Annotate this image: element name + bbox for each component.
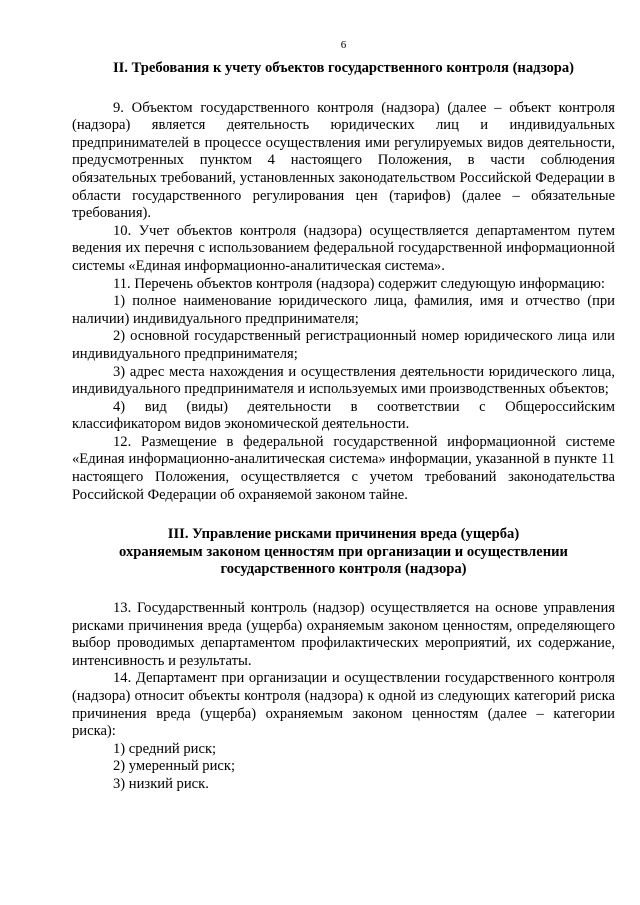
paragraph-10: 10. Учет объектов контроля (надзора) осуществляется департаментом путем ведения их перечня с использованием федеральной государственной информационной системы «Единая информационно-аналитическая система». <box>72 222 615 274</box>
document-page <box>72 0 615 794</box>
paragraph-14: 14. Департамент при организации и осуществлении государственного контроля (надзора) относит объекты контроля (надзора) к одной из следующих категорий риска причинения вреда (ущерба) охраняемым законом ценностям (далее – категории риска): <box>72 670 615 740</box>
section-2-heading: II. Требования к учету объектов государственного контроля (надзора) <box>112 60 575 76</box>
paragraph-9: 9. Объектом государственного контроля (надзора) (далее – объект контроля (надзора) является деятельность юридических лиц и индивидуальных предпринимателей в процессе осуществления ими регулируемых видов деятельности, предусмотренных пунктом 4 настоящего Положения, в части соблюдения обязательных требований, установленных законодательством Российской Федерации в области государственного регулирования цен (тарифов) (далее – обязательные требования). <box>72 99 615 222</box>
paragraph-11: 11. Перечень объектов контроля (надзора) содержит следующую информацию: <box>113 275 605 292</box>
paragraph-13: 13. Государственный контроль (надзор) осуществляется на основе управления рисками причинения вреда (ущерба) охраняемым законом ценностям, определяющего выбор проводимых департаментом профилактических мероприятий, их содержание, интенсивность и результаты. <box>72 600 615 669</box>
list-item-14-2: 2) умеренный риск; <box>113 758 236 775</box>
section-3-heading-line-3: государственного контроля (надзора) <box>220 561 467 578</box>
section-3-heading-line-2: охраняемым законом ценностям при организации и осуществлении <box>119 543 568 560</box>
list-item-11-4: 4) вид (виды) деятельности в соответствии с Общероссийским классификатором видов экономической деятельности. <box>72 398 615 433</box>
list-item-14-1: 1) средний риск; <box>113 740 217 757</box>
list-item-11-1: 1) полное наименование юридического лица, фамилия, имя и отчество (при наличии) индивидуального предпринимателя; <box>72 293 615 327</box>
page-number: 6 <box>340 39 347 51</box>
list-item-11-2: 2) основной государственный регистрационный номер юридического лица или индивидуального предпринимателя; <box>72 328 615 362</box>
list-item-11-3: 3) адрес места нахождения и осуществления деятельности юридического лица, индивидуального предпринимателя и используемых ими производственных объектов; <box>72 363 615 398</box>
section-3-heading-line-1: III. Управление рисками причинения вреда (ущерба) <box>167 526 520 543</box>
paragraph-12: 12. Размещение в федеральной государственной информационной системе «Единая информационно-аналитическая система» информации, указанной в пункте 11 настоящего Положения, осуществляется с учетом требований законодательства Российской Федерации об охраняемой законом тайне. <box>72 433 615 503</box>
list-item-14-3: 3) низкий риск. <box>113 775 209 792</box>
section-3-heading <box>72 526 615 579</box>
